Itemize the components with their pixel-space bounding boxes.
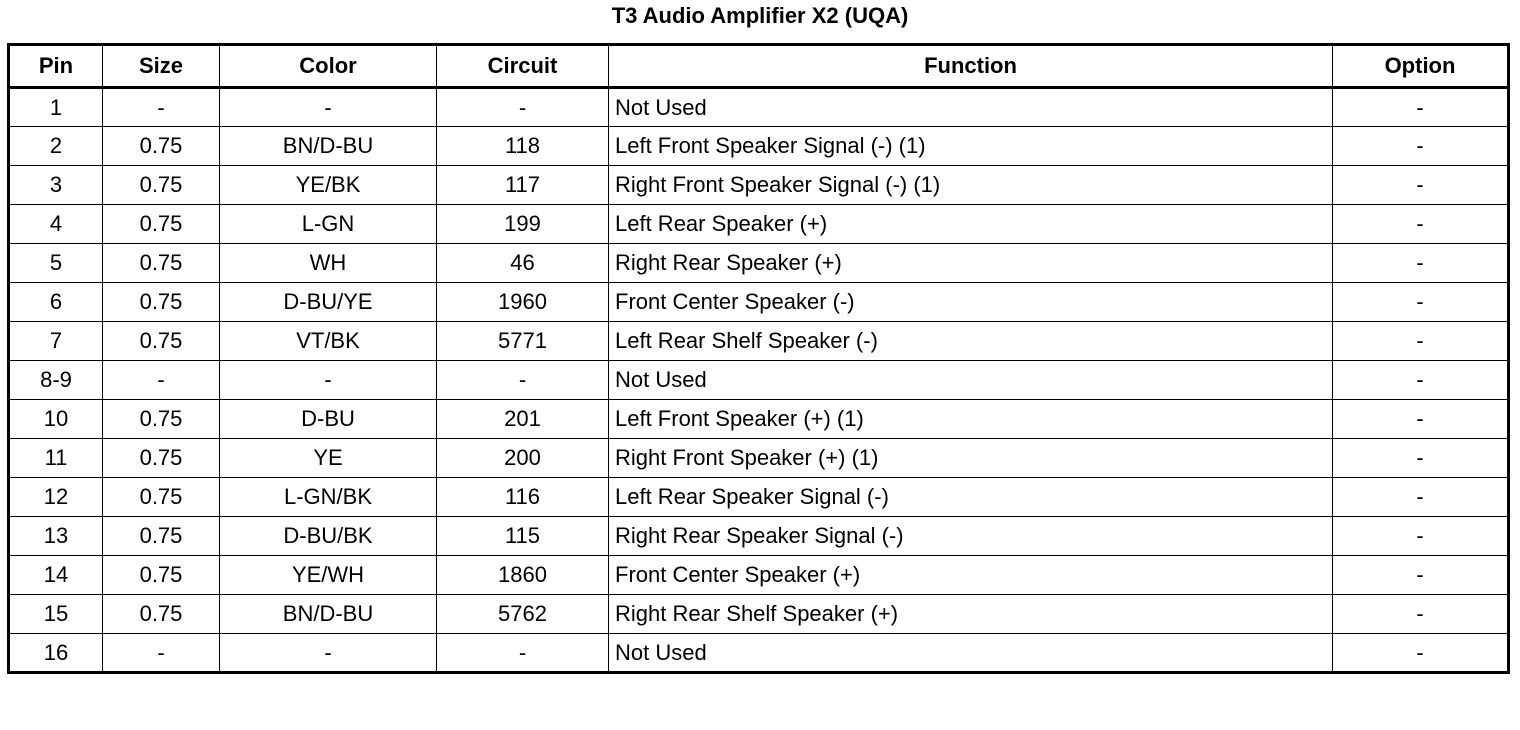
cell-function: Left Rear Speaker Signal (-) (609, 478, 1333, 517)
cell-size: 0.75 (103, 205, 220, 244)
cell-circuit: 1860 (437, 556, 609, 595)
cell-function: Right Rear Speaker Signal (-) (609, 517, 1333, 556)
table-row (9, 634, 1509, 673)
cell-function: Left Rear Speaker (+) (609, 205, 1333, 244)
cell-option: - (1333, 517, 1509, 556)
cell-pin: 2 (9, 127, 103, 166)
cell-color: D-BU/BK (220, 517, 437, 556)
column-header-function: Function (609, 45, 1333, 88)
cell-color: L-GN (220, 205, 437, 244)
cell-option: - (1333, 439, 1509, 478)
cell-function: Not Used (609, 361, 1333, 400)
cell-option: - (1333, 400, 1509, 439)
cell-circuit: 116 (437, 478, 609, 517)
cell-pin: 12 (9, 478, 103, 517)
cell-pin: 4 (9, 205, 103, 244)
column-header-circuit: Circuit (437, 45, 609, 88)
cell-option: - (1333, 283, 1509, 322)
cell-pin: 3 (9, 166, 103, 205)
cell-color: L-GN/BK (220, 478, 437, 517)
cell-size: 0.75 (103, 439, 220, 478)
table-body (9, 88, 1509, 673)
cell-pin: 5 (9, 244, 103, 283)
cell-pin: 6 (9, 283, 103, 322)
cell-option: - (1333, 634, 1509, 673)
cell-color: - (220, 88, 437, 127)
cell-circuit: 1960 (437, 283, 609, 322)
cell-color: - (220, 361, 437, 400)
cell-size: - (103, 88, 220, 127)
cell-option: - (1333, 88, 1509, 127)
cell-pin: 14 (9, 556, 103, 595)
cell-circuit: - (437, 634, 609, 673)
page-title: T3 Audio Amplifier X2 (UQA) (611, 3, 909, 28)
cell-color: YE/BK (220, 166, 437, 205)
cell-size: 0.75 (103, 127, 220, 166)
table-row (9, 595, 1509, 634)
cell-function: Front Center Speaker (+) (609, 556, 1333, 595)
cell-size: 0.75 (103, 556, 220, 595)
table-row (9, 244, 1509, 283)
table-row (9, 322, 1509, 361)
cell-option: - (1333, 361, 1509, 400)
cell-function: Left Front Speaker Signal (-) (1) (609, 127, 1333, 166)
cell-option: - (1333, 166, 1509, 205)
cell-pin: 15 (9, 595, 103, 634)
cell-function: Not Used (609, 634, 1333, 673)
cell-color: BN/D-BU (220, 595, 437, 634)
connector-pinout-table (7, 43, 1510, 674)
cell-function: Right Front Speaker Signal (-) (1) (609, 166, 1333, 205)
cell-circuit: - (437, 361, 609, 400)
cell-size: - (103, 361, 220, 400)
cell-color: YE (220, 439, 437, 478)
cell-size: 0.75 (103, 322, 220, 361)
cell-function: Right Front Speaker (+) (1) (609, 439, 1333, 478)
cell-color: D-BU/YE (220, 283, 437, 322)
column-header-pin: Pin (9, 45, 103, 88)
table-row (9, 166, 1509, 205)
cell-function: Front Center Speaker (-) (609, 283, 1333, 322)
cell-color: YE/WH (220, 556, 437, 595)
table-row (9, 283, 1509, 322)
cell-size: 0.75 (103, 478, 220, 517)
cell-color: BN/D-BU (220, 127, 437, 166)
cell-size: 0.75 (103, 400, 220, 439)
cell-circuit: 46 (437, 244, 609, 283)
table-row (9, 127, 1509, 166)
table-row (9, 556, 1509, 595)
cell-option: - (1333, 244, 1509, 283)
cell-color: WH (220, 244, 437, 283)
cell-circuit: 200 (437, 439, 609, 478)
table-row (9, 88, 1509, 127)
column-header-color: Color (220, 45, 437, 88)
table-row (9, 205, 1509, 244)
cell-circuit: 118 (437, 127, 609, 166)
cell-circuit: 5771 (437, 322, 609, 361)
cell-color: VT/BK (220, 322, 437, 361)
cell-option: - (1333, 478, 1509, 517)
cell-color: D-BU (220, 400, 437, 439)
cell-size: 0.75 (103, 517, 220, 556)
cell-option: - (1333, 127, 1509, 166)
cell-function: Right Rear Speaker (+) (609, 244, 1333, 283)
table-row (9, 361, 1509, 400)
cell-pin: 7 (9, 322, 103, 361)
cell-option: - (1333, 322, 1509, 361)
cell-circuit: 199 (437, 205, 609, 244)
cell-circuit: 115 (437, 517, 609, 556)
table-row (9, 439, 1509, 478)
table-row (9, 478, 1509, 517)
table-header-row (9, 45, 1509, 88)
cell-function: Not Used (609, 88, 1333, 127)
cell-function: Left Front Speaker (+) (1) (609, 400, 1333, 439)
cell-pin: 13 (9, 517, 103, 556)
cell-color: - (220, 634, 437, 673)
cell-circuit: - (437, 88, 609, 127)
cell-pin: 10 (9, 400, 103, 439)
cell-option: - (1333, 556, 1509, 595)
cell-option: - (1333, 595, 1509, 634)
cell-pin: 1 (9, 88, 103, 127)
table-row (9, 517, 1509, 556)
cell-function: Left Rear Shelf Speaker (-) (609, 322, 1333, 361)
cell-size: 0.75 (103, 595, 220, 634)
cell-size: 0.75 (103, 244, 220, 283)
column-header-size: Size (103, 45, 220, 88)
cell-size: - (103, 634, 220, 673)
cell-pin: 8-9 (9, 361, 103, 400)
cell-size: 0.75 (103, 166, 220, 205)
table-row (9, 400, 1509, 439)
cell-circuit: 5762 (437, 595, 609, 634)
cell-pin: 16 (9, 634, 103, 673)
cell-option: - (1333, 205, 1509, 244)
column-header-option: Option (1333, 45, 1509, 88)
cell-pin: 11 (9, 439, 103, 478)
cell-circuit: 201 (437, 400, 609, 439)
cell-circuit: 117 (437, 166, 609, 205)
cell-size: 0.75 (103, 283, 220, 322)
cell-function: Right Rear Shelf Speaker (+) (609, 595, 1333, 634)
